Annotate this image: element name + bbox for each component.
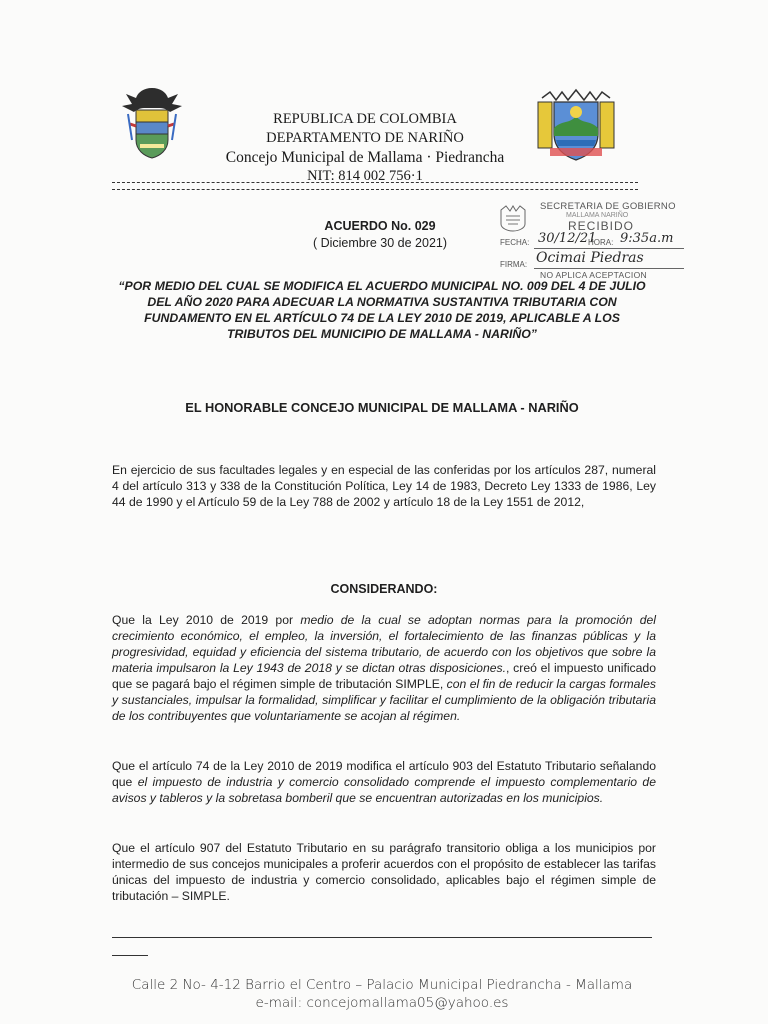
stamp-logo-icon: [498, 204, 528, 232]
footer-divider: [112, 937, 652, 938]
stamp-date-value: 30/12/21: [538, 231, 597, 246]
header-republic: REPUBLICA DE COLOMBIA: [273, 111, 457, 127]
stamp-no-aplica: NO APLICA ACEPTACION: [540, 270, 647, 280]
p1-text-c: , creó el impuesto unificado que se pagará bajo el régimen simple de tributación SIMPLE,: [112, 661, 656, 691]
stamp-date-line: [534, 248, 684, 249]
stamp-subtitle: MALLAMA NARIÑO: [566, 212, 629, 219]
footer: [112, 976, 652, 1012]
p2-text-a: Que el artículo 74 de la Ley 2010 de 2019 modifica el artículo 903 del Estatuto Tributario señalando que: [112, 759, 656, 789]
p1-text-b: medio de la cual se adoptan normas para la promoción del crecimiento económico, el empleo, la inversión, el fortalecimiento de las finanzas públicas y la progresividad, equidad y eficiencia del sistema tributario, de acuerdo con los objetivos que sobre la materia impulsaron la Ley 1943 de 2018 y se dictan otras disposiciones.: [112, 613, 656, 675]
received-stamp: [498, 200, 698, 280]
footer-short-divider: [112, 955, 148, 956]
stamp-time-label: HORA:: [588, 238, 614, 247]
mallama-shield-icon: [536, 84, 616, 164]
acuerdo-number: ACUERDO No. 029: [324, 219, 436, 233]
header-council: Concejo Municipal de Mallama · Piedrancha: [225, 149, 505, 166]
header-nit: NIT: 814 002 756·1: [307, 168, 423, 184]
header-divider: [112, 182, 638, 190]
stamp-title: SECRETARIA DE GOBIERNO: [540, 201, 676, 212]
stamp-signature-label: FIRMA:: [500, 260, 528, 269]
stamp-received: RECIBIDO: [568, 219, 635, 233]
p2-text-b: el impuesto de industria y comercio consolidado comprende el impuesto complementario de avisos y tableros y la sobretasa bomberil que se encuentran autorizadas en los municipios.: [112, 775, 656, 805]
intro-paragraph: En ejercicio de sus facultades legales y en especial de las conferidas por los artículos 287, numeral 4 del artículo 313 y 338 de la Constitución Política, Ley 14 de 1983, Decreto Ley 1333 de 1986, Ley 44 de 1990 y el Artículo 59 de la Ley 788 de 2002 y artículo 18 de la Ley 1551 de 2012,: [112, 463, 656, 509]
considerando-paragraph-1: [112, 612, 656, 724]
p1-text-a: Que la Ley 2010 de 2019 por: [112, 613, 301, 627]
header-department: DEPARTAMENTO DE NARIÑO: [266, 130, 464, 146]
colombia-coat-of-arms-icon: [118, 84, 186, 160]
stamp-signature-line: [534, 268, 684, 269]
considerando-paragraph-3: Que el artículo 907 del Estatuto Tributario en su parágrafo transitorio obliga a los municipios por intermedio de sus concejos municipales a proferir acuerdos con el propósito de establecer las tarifas únicas del impuesto de industria y comercio consolidado, aplicables bajo el régimen simple de tributación – SIMPLE.: [112, 841, 656, 903]
stamp-signature-value: Ocimai Piedras: [536, 250, 644, 266]
footer-email[interactable]: e-mail: concejomallama05@yahoo.es: [255, 995, 509, 1011]
acuerdo-date: ( Diciembre 30 de 2021): [312, 236, 448, 250]
document-title: “POR MEDIO DEL CUAL SE MODIFICA EL ACUERDO MUNICIPAL NO. 009 DEL 4 DE JULIO DEL AÑO 2020 PARA ADECUAR LA NORMATIVA SUSTANTIVA TRIBUTARIA CON FUNDAMENTO EN EL ARTÍCULO 74 DE LA LEY 2010 DE 2019, APLICABLE A LOS TRIBUTOS DEL MUNICIPIO DE MALLAMA - NARIÑO”: [118, 279, 646, 341]
institution-header: [200, 110, 530, 186]
stamp-date-label: FECHA:: [500, 238, 530, 247]
p1-text-d: con el fin de reducir la cargas formales y sustanciales, impulsar la formalidad, simplificar y facilitar el cumplimiento de la obligación tributaria de los contribuyentes que voluntariamente se acojan al régimen.: [112, 677, 656, 723]
council-heading: EL HONORABLE CONCEJO MUNICIPAL DE MALLAMA - NARIÑO: [185, 400, 579, 415]
considerando-heading: CONSIDERANDO:: [330, 582, 438, 596]
acuerdo-block: [300, 218, 460, 252]
stamp-time-value: 9:35a.m: [620, 231, 674, 246]
footer-address: Calle 2 No- 4-12 Barrio el Centro – Palacio Municipal Piedrancha - Mallama: [131, 977, 633, 993]
considerando-paragraph-2: [112, 758, 656, 806]
